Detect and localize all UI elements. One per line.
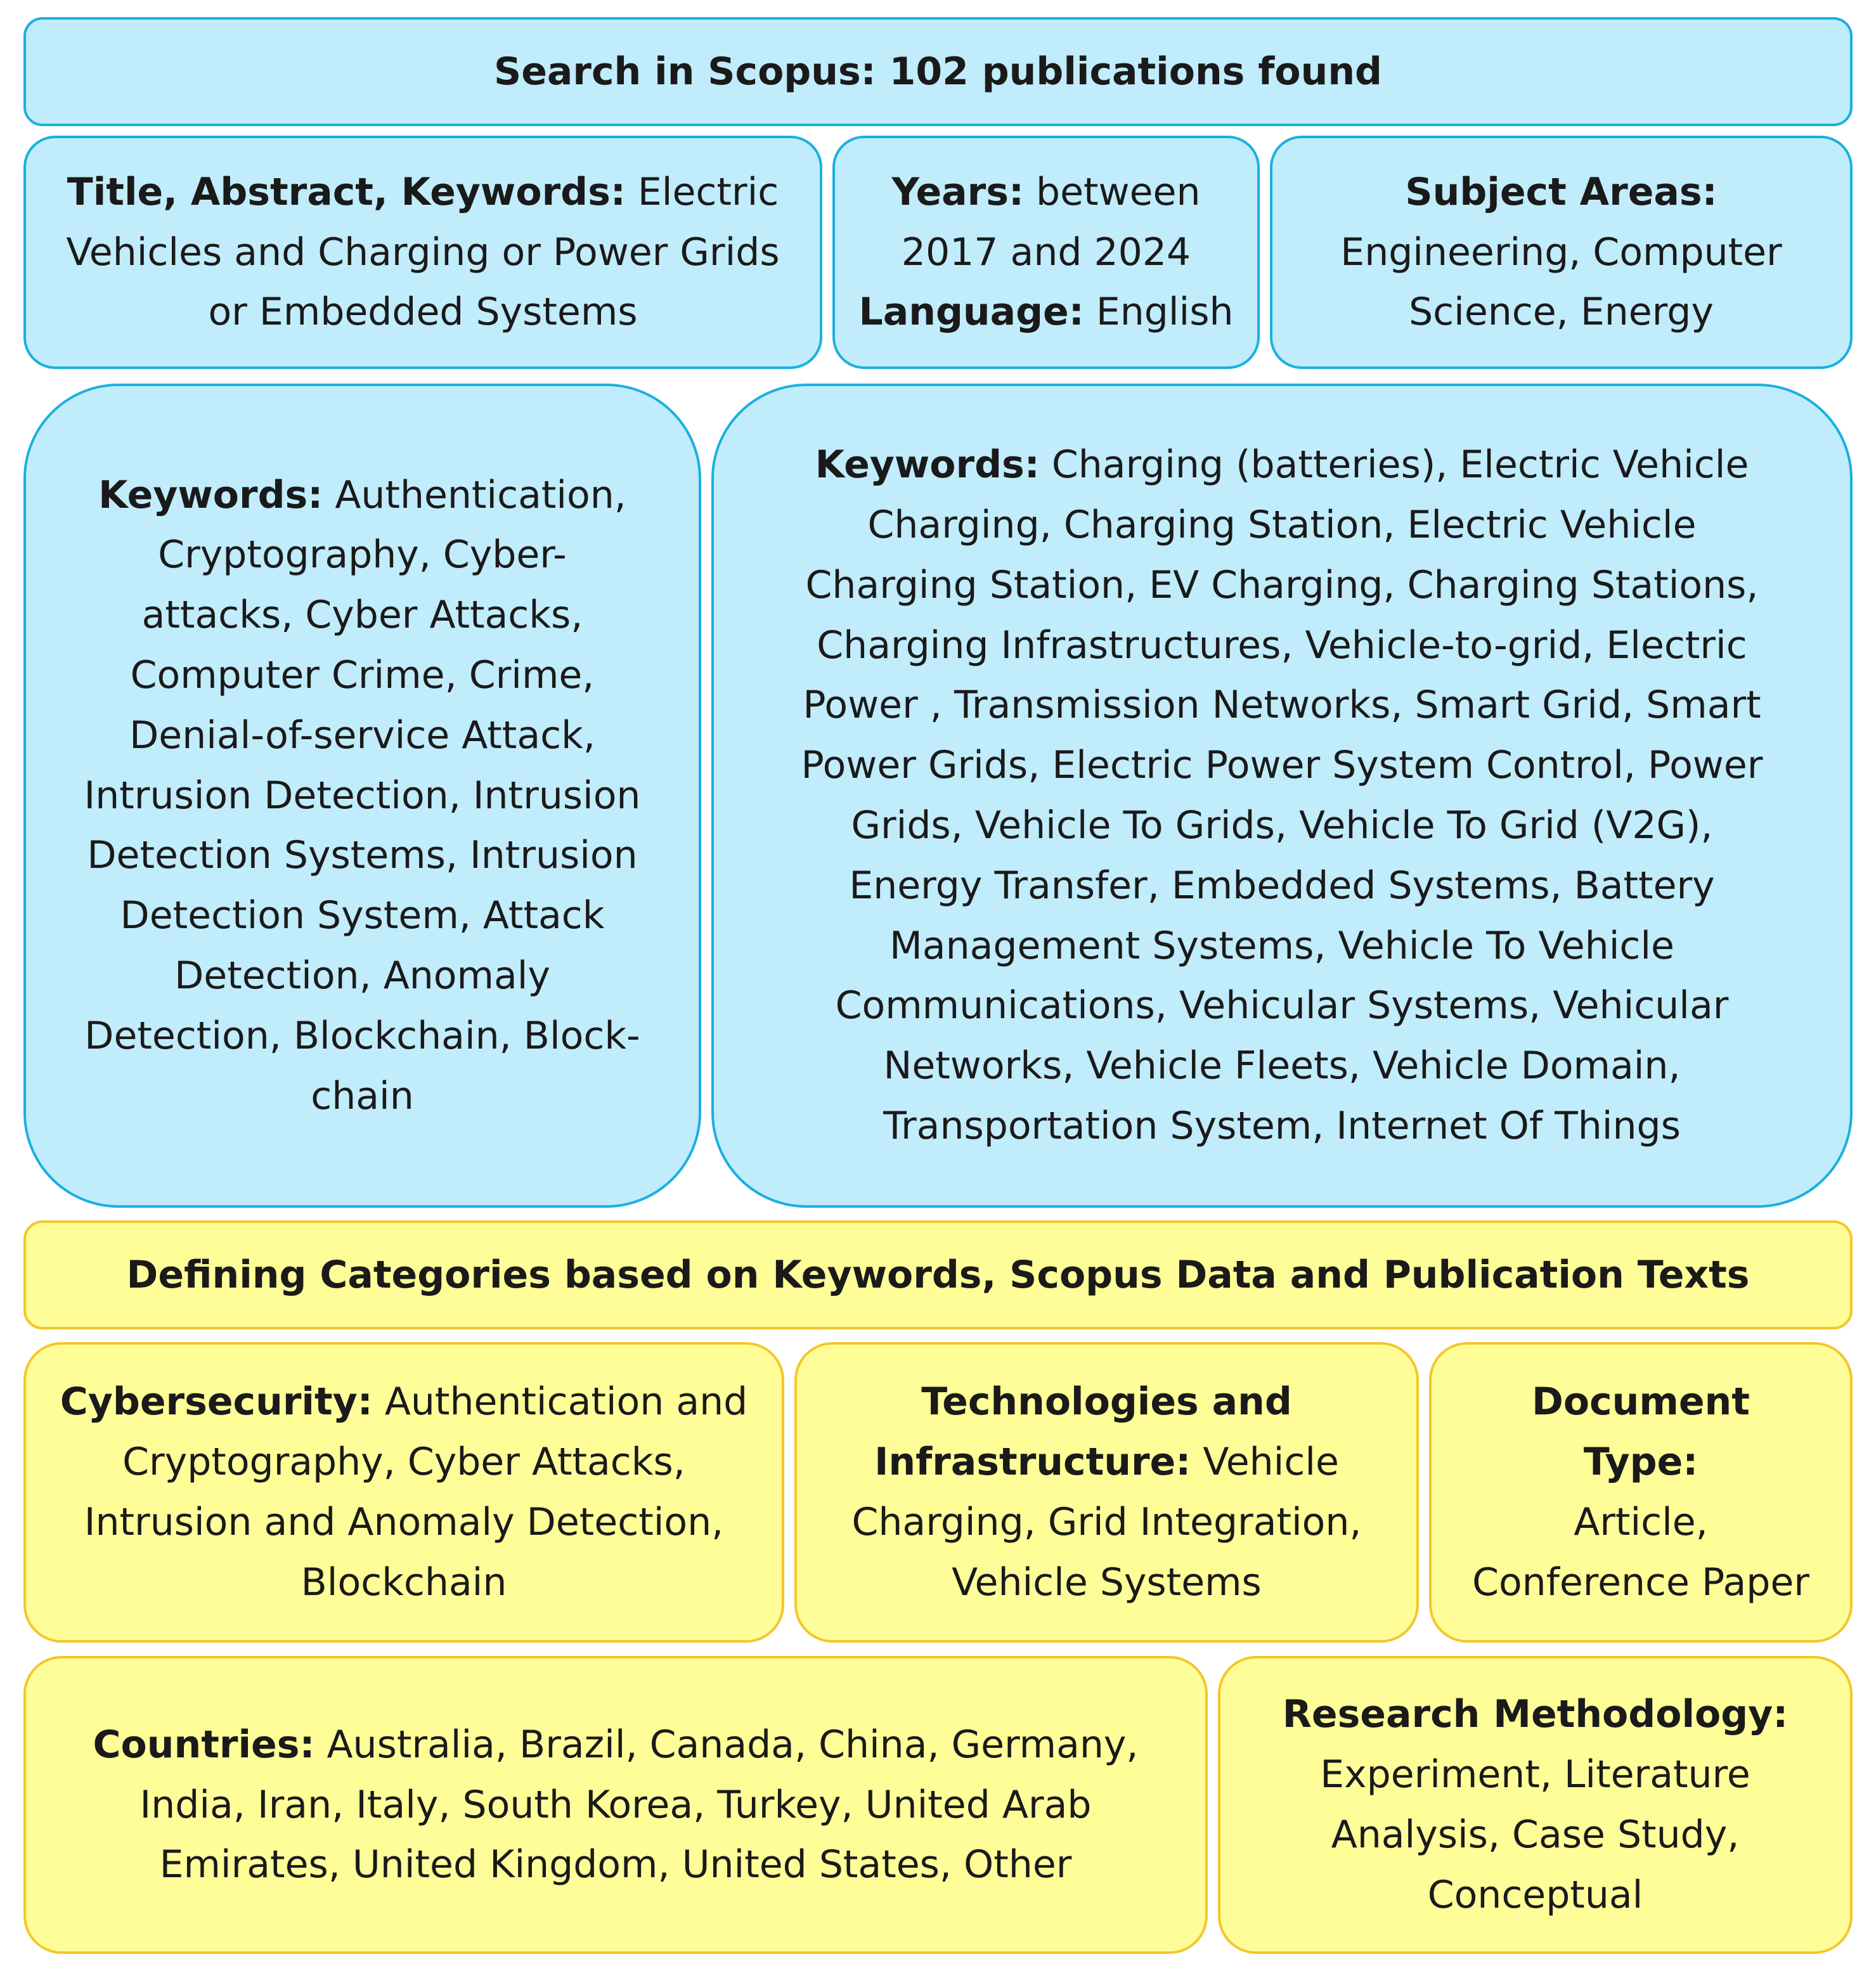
years-text: between 2017 and 2024 bbox=[901, 169, 1201, 275]
technologies-label: Technologies and Infrastructure: bbox=[874, 1380, 1292, 1485]
title-abstract-keywords-text: Electric Vehicles and Charging or Power Grids or Embedded Systems bbox=[66, 169, 780, 335]
technology-keywords-label: Keywords: bbox=[815, 443, 1040, 488]
years-label: Years: bbox=[891, 169, 1024, 214]
title-abstract-keywords-label: Title, Abstract, Keywords: bbox=[67, 169, 626, 214]
document-type-label: Document Type: bbox=[1532, 1380, 1750, 1485]
document-type-box bbox=[1429, 1342, 1853, 1643]
technologies-box bbox=[794, 1342, 1419, 1643]
years-language-box bbox=[832, 136, 1260, 369]
countries-box bbox=[23, 1656, 1208, 1954]
categories-header-text: Defining Categories based on Keywords, Scopus Data and Publication Texts bbox=[126, 1252, 1750, 1297]
countries-label: Countries: bbox=[93, 1722, 315, 1767]
subject-areas-text: Engineering, Computer Science, Energy bbox=[1340, 229, 1782, 335]
cybersecurity-label: Cybersecurity: bbox=[60, 1380, 373, 1425]
research-methodology-box bbox=[1218, 1656, 1853, 1954]
language-text: English bbox=[1096, 290, 1234, 335]
research-methodology-label: Research Methodology: bbox=[1282, 1692, 1789, 1737]
document-type-text: Article, Conference Paper bbox=[1472, 1500, 1809, 1605]
security-keywords-box bbox=[23, 384, 701, 1208]
research-methodology-text: Experiment, Literature Analysis, Case Study, Conceptual bbox=[1320, 1752, 1750, 1917]
subject-areas-label: Subject Areas: bbox=[1405, 169, 1718, 214]
security-keywords-text: Authentication, Cryptography, Cyber-attacks, Cyber Attacks, Computer Crime, Crime, Denial-of-service Attack, Intrusion Detection, Intrusion Detection Systems, Intrusion Detection System, Attack Detection, Anomaly Detection, Blockchain, Block-chain bbox=[84, 472, 641, 1118]
title-abstract-keywords-box bbox=[23, 136, 822, 369]
technologies-text: Vehicle Charging, Grid Integration, Vehicle Systems bbox=[851, 1440, 1362, 1605]
countries-text: Australia, Brazil, Canada, China, Germany, India, Iran, Italy, South Korea, Turkey, United Arab Emirates, United Kingdom, United States, Other bbox=[139, 1722, 1139, 1887]
language-label: Language: bbox=[858, 290, 1084, 335]
technology-keywords-text: Charging (batteries), Electric Vehicle Charging, Charging Station, Electric Vehicle Charging Station, EV Charging, Charging Stations, Charging Infrastructures, Vehicle-to-grid, Electric Power , Transmission Networks, Smart Grid, Smart Power Grids, Electric Power System Control, Power Grids, Vehicle To Grids, Vehicle To Grid (V2G), Energy Transfer, Embedded Systems, Battery Management Systems, Vehicle To Vehicle Communications, Vehicular Systems, Vehicular Networks, Vehicle Fleets, Vehicle Domain, Transportation System, Internet Of Things bbox=[801, 443, 1763, 1148]
search-header-text: Search in Scopus: 102 publications found bbox=[493, 49, 1382, 94]
subject-areas-box bbox=[1270, 136, 1853, 369]
categories-header-box bbox=[23, 1220, 1853, 1329]
search-header-box bbox=[23, 17, 1853, 126]
technology-keywords-box bbox=[711, 384, 1853, 1208]
security-keywords-label: Keywords: bbox=[98, 472, 323, 517]
cybersecurity-text: Authentication and Cryptography, Cyber Attacks, Intrusion and Anomaly Detection, Blockchain bbox=[84, 1380, 748, 1605]
cybersecurity-box bbox=[23, 1342, 784, 1643]
